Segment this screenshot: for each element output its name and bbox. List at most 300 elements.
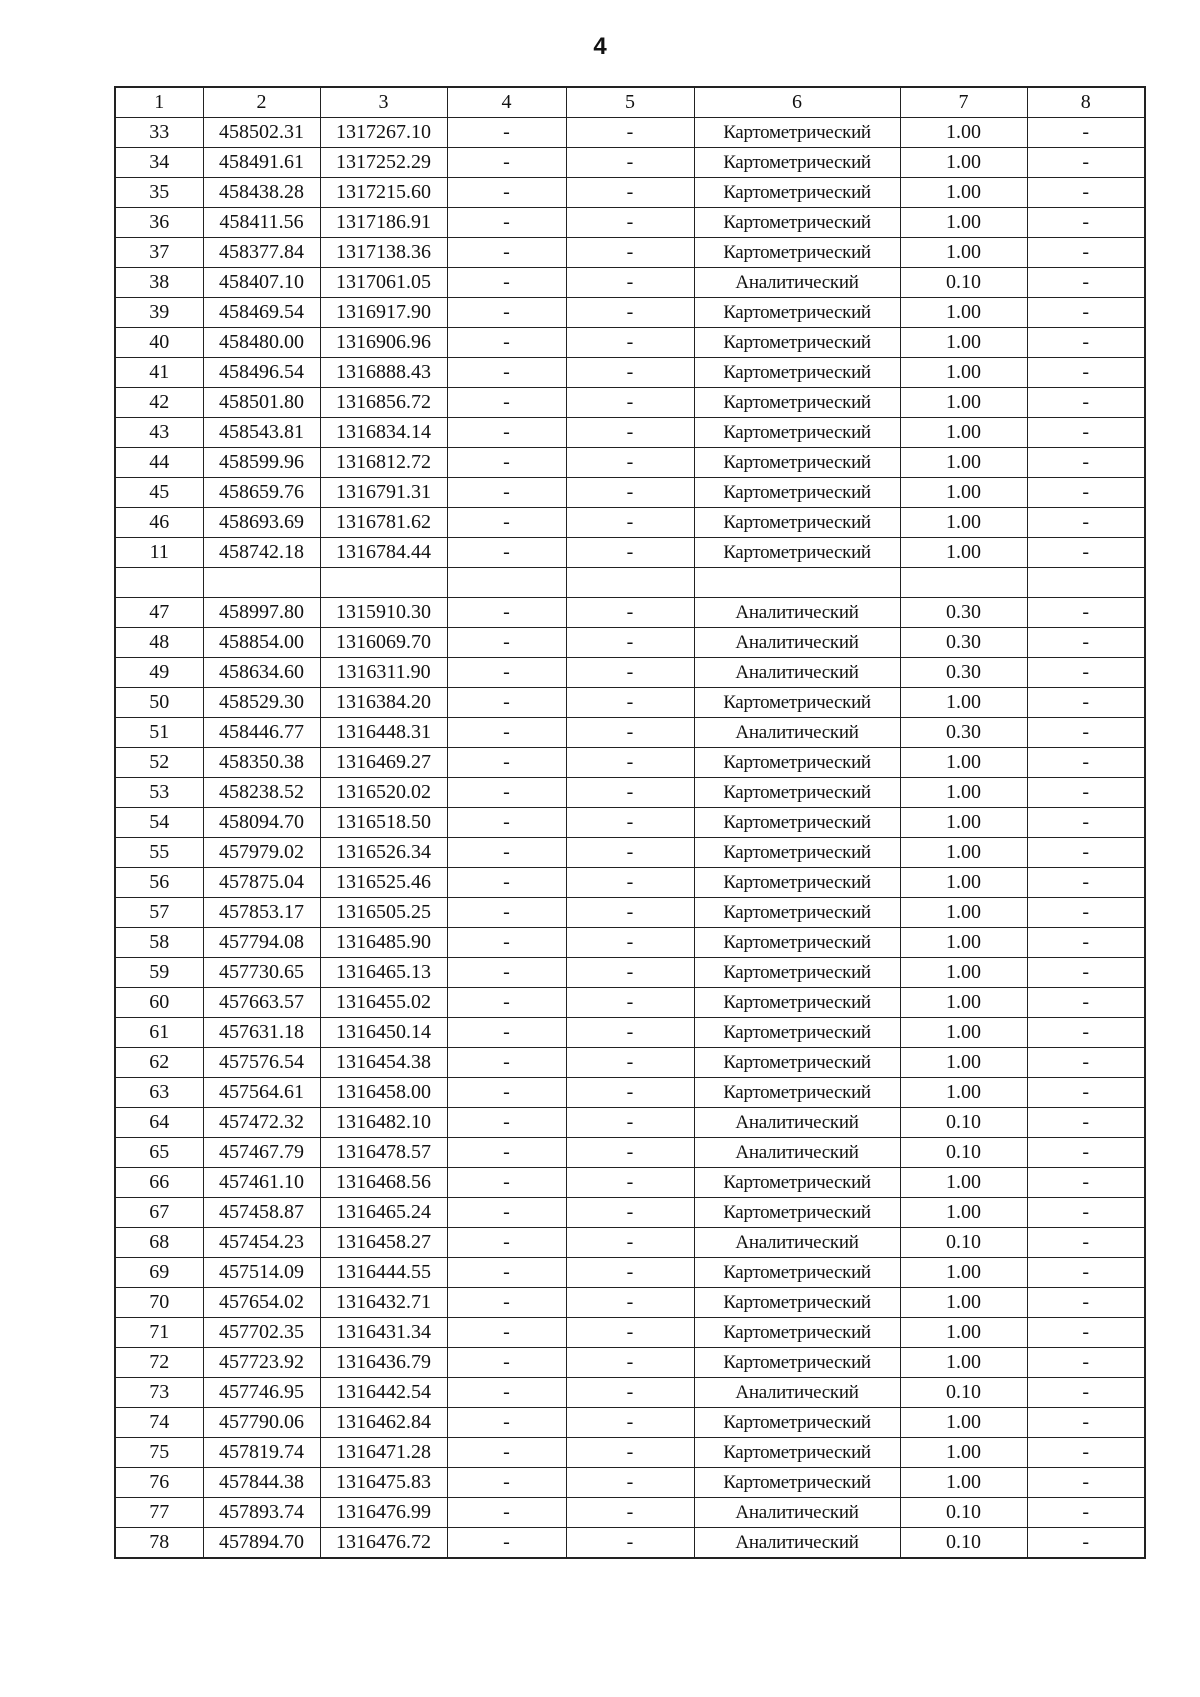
table-cell: - <box>1027 778 1145 808</box>
table-cell: 73 <box>115 1378 203 1408</box>
table-cell: - <box>447 358 566 388</box>
table-cell: - <box>447 1048 566 1078</box>
table-cell: - <box>566 598 694 628</box>
table-row <box>115 1378 1145 1408</box>
table-cell: Аналитический <box>694 268 900 298</box>
table-cell: 1.00 <box>900 928 1027 958</box>
table-cell: Картометрический <box>694 988 900 1018</box>
table-cell: 1316442.54 <box>320 1378 447 1408</box>
table-cell: - <box>447 928 566 958</box>
table-header-row <box>115 87 1145 118</box>
table-cell: 457790.06 <box>203 1408 320 1438</box>
table-cell: - <box>447 298 566 328</box>
table-cell: - <box>1027 1528 1145 1559</box>
table-cell: Картометрический <box>694 1198 900 1228</box>
table-cell: - <box>566 1378 694 1408</box>
table-cell: 64 <box>115 1108 203 1138</box>
table-cell: 457746.95 <box>203 1378 320 1408</box>
table-cell: 0.10 <box>900 1228 1027 1258</box>
table-cell: 72 <box>115 1348 203 1378</box>
table-cell: 458446.77 <box>203 718 320 748</box>
table-cell: Картометрический <box>694 1348 900 1378</box>
table-cell: - <box>1027 388 1145 418</box>
table-cell: - <box>566 838 694 868</box>
table-cell: 1316454.38 <box>320 1048 447 1078</box>
table-cell: 0.10 <box>900 268 1027 298</box>
table-cell: 1316791.31 <box>320 478 447 508</box>
table-cell: 458411.56 <box>203 208 320 238</box>
table-row <box>115 1498 1145 1528</box>
table-cell: 1316450.14 <box>320 1018 447 1048</box>
table-cell: - <box>566 1318 694 1348</box>
table-cell: 458480.00 <box>203 328 320 358</box>
table-cell: 458377.84 <box>203 238 320 268</box>
table-cell: - <box>1027 1048 1145 1078</box>
table-row <box>115 178 1145 208</box>
table-cell: Аналитический <box>694 598 900 628</box>
column-header: 1 <box>115 87 203 118</box>
table-cell: Картометрический <box>694 898 900 928</box>
table-cell: 60 <box>115 988 203 1018</box>
table-row <box>115 418 1145 448</box>
table-cell: 70 <box>115 1288 203 1318</box>
table-cell <box>320 568 447 598</box>
table-cell: - <box>1027 1498 1145 1528</box>
table-cell: Картометрический <box>694 358 900 388</box>
table-cell: 1.00 <box>900 778 1027 808</box>
table-cell: 458997.80 <box>203 598 320 628</box>
table-cell: - <box>566 1198 694 1228</box>
table-cell: 1316476.72 <box>320 1528 447 1559</box>
table-cell: - <box>566 658 694 688</box>
table-cell: 457663.57 <box>203 988 320 1018</box>
table-cell: - <box>1027 598 1145 628</box>
table-cell: - <box>566 1408 694 1438</box>
table-cell: - <box>1027 808 1145 838</box>
table-cell: - <box>1027 748 1145 778</box>
table-cell: Аналитический <box>694 1528 900 1559</box>
table-cell: 1316784.44 <box>320 538 447 568</box>
table-cell: - <box>447 808 566 838</box>
table-cell: 51 <box>115 718 203 748</box>
table-cell: 46 <box>115 508 203 538</box>
table-cell: 1.00 <box>900 178 1027 208</box>
table-cell: - <box>1027 1348 1145 1378</box>
column-header: 6 <box>694 87 900 118</box>
table-cell <box>115 568 203 598</box>
table-cell: - <box>447 628 566 658</box>
table-cell: 53 <box>115 778 203 808</box>
table-row <box>115 1018 1145 1048</box>
table-row <box>115 1048 1145 1078</box>
table-cell: 1316468.56 <box>320 1168 447 1198</box>
table-cell: 457454.23 <box>203 1228 320 1258</box>
table-cell: Картометрический <box>694 838 900 868</box>
table-cell: 0.10 <box>900 1138 1027 1168</box>
column-header: 4 <box>447 87 566 118</box>
table-cell: - <box>1027 448 1145 478</box>
table-cell: 458438.28 <box>203 178 320 208</box>
table-cell: 1.00 <box>900 388 1027 418</box>
table-cell: Картометрический <box>694 478 900 508</box>
table-cell: 457702.35 <box>203 1318 320 1348</box>
table-cell: 458634.60 <box>203 658 320 688</box>
column-header: 8 <box>1027 87 1145 118</box>
table-cell: 1316462.84 <box>320 1408 447 1438</box>
table-cell: 1316455.02 <box>320 988 447 1018</box>
table-cell: 457467.79 <box>203 1138 320 1168</box>
table-cell: 1.00 <box>900 508 1027 538</box>
table-cell: - <box>447 328 566 358</box>
table-cell: Картометрический <box>694 388 900 418</box>
table-cell: 457893.74 <box>203 1498 320 1528</box>
table-cell: 1.00 <box>900 1348 1027 1378</box>
table-cell: - <box>447 508 566 538</box>
table-cell: - <box>566 1138 694 1168</box>
table-cell: 58 <box>115 928 203 958</box>
table-cell: Картометрический <box>694 1168 900 1198</box>
table-cell: - <box>1027 1438 1145 1468</box>
table-cell: - <box>447 898 566 928</box>
table-cell: - <box>1027 418 1145 448</box>
table-cell: 71 <box>115 1318 203 1348</box>
table-cell: - <box>1027 958 1145 988</box>
table-cell: - <box>566 238 694 268</box>
table-row <box>115 508 1145 538</box>
table-row <box>115 478 1145 508</box>
table-cell: - <box>447 148 566 178</box>
table-cell: 1.00 <box>900 1078 1027 1108</box>
table-cell: 1.00 <box>900 868 1027 898</box>
table-cell: 0.30 <box>900 628 1027 658</box>
table-cell: 458491.61 <box>203 148 320 178</box>
table-cell: 33 <box>115 118 203 148</box>
table-cell: Картометрический <box>694 508 900 538</box>
table-cell: 1.00 <box>900 478 1027 508</box>
table-cell: 69 <box>115 1258 203 1288</box>
table-cell: - <box>447 1438 566 1468</box>
table-cell: - <box>447 1288 566 1318</box>
table-cell: 1316444.55 <box>320 1258 447 1288</box>
table-row <box>115 1168 1145 1198</box>
table-cell: - <box>447 418 566 448</box>
coordinates-table <box>114 86 1146 1559</box>
table-cell: Картометрический <box>694 958 900 988</box>
table-cell: 457844.38 <box>203 1468 320 1498</box>
table-cell: 1.00 <box>900 208 1027 238</box>
table-cell: - <box>447 1018 566 1048</box>
table-cell: 1.00 <box>900 1198 1027 1228</box>
table-cell: - <box>447 718 566 748</box>
table-cell: - <box>447 1168 566 1198</box>
table-cell: 0.30 <box>900 658 1027 688</box>
table-cell: 56 <box>115 868 203 898</box>
table-cell: 1.00 <box>900 328 1027 358</box>
table-cell: - <box>1027 478 1145 508</box>
table-cell: Картометрический <box>694 148 900 178</box>
table-row <box>115 388 1145 418</box>
table-row <box>115 988 1145 1018</box>
table-cell: - <box>566 1078 694 1108</box>
table-cell: 1316856.72 <box>320 388 447 418</box>
table-cell: 1.00 <box>900 748 1027 778</box>
table-cell: Картометрический <box>694 868 900 898</box>
table-cell: Картометрический <box>694 1078 900 1108</box>
table-cell: 457458.87 <box>203 1198 320 1228</box>
table-row <box>115 598 1145 628</box>
table-cell: 0.10 <box>900 1108 1027 1138</box>
table-cell: 1.00 <box>900 1258 1027 1288</box>
table-cell: 0.10 <box>900 1528 1027 1559</box>
table-cell: Картометрический <box>694 418 900 448</box>
table-cell: - <box>447 658 566 688</box>
table-cell: 0.10 <box>900 1498 1027 1528</box>
table-cell: 1316834.14 <box>320 418 447 448</box>
table-cell: 458854.00 <box>203 628 320 658</box>
table-cell: 11 <box>115 538 203 568</box>
table-cell: 1.00 <box>900 1168 1027 1198</box>
table-cell: 47 <box>115 598 203 628</box>
table-cell: Картометрический <box>694 298 900 328</box>
table-cell: - <box>447 1528 566 1559</box>
table-cell: 52 <box>115 748 203 778</box>
table-cell: - <box>566 1348 694 1378</box>
column-header: 5 <box>566 87 694 118</box>
table-cell: - <box>566 358 694 388</box>
table-row <box>115 238 1145 268</box>
table-cell: - <box>447 958 566 988</box>
table-cell: 74 <box>115 1408 203 1438</box>
table-cell: 49 <box>115 658 203 688</box>
table-cell: - <box>447 268 566 298</box>
table-cell: 457564.61 <box>203 1078 320 1108</box>
table-cell: 1316465.13 <box>320 958 447 988</box>
table-cell: Аналитический <box>694 658 900 688</box>
table-cell: 78 <box>115 1528 203 1559</box>
table-cell: - <box>566 748 694 778</box>
table-cell: Картометрический <box>694 1438 900 1468</box>
table-cell: - <box>1027 208 1145 238</box>
table-cell: Картометрический <box>694 688 900 718</box>
table-cell: - <box>1027 298 1145 328</box>
table-row <box>115 538 1145 568</box>
table-cell: - <box>566 1438 694 1468</box>
table-cell: 1316471.28 <box>320 1438 447 1468</box>
table-cell: - <box>1027 688 1145 718</box>
table-row <box>115 1108 1145 1138</box>
table-cell: 1.00 <box>900 118 1027 148</box>
table-cell: 1316475.83 <box>320 1468 447 1498</box>
table-cell: 1316469.27 <box>320 748 447 778</box>
table-cell: Картометрический <box>694 748 900 778</box>
table-cell: 1316781.62 <box>320 508 447 538</box>
table-cell: - <box>566 388 694 418</box>
page-number: 4 <box>593 33 607 60</box>
table-cell <box>447 568 566 598</box>
table-cell: - <box>1027 118 1145 148</box>
table-cell: 458543.81 <box>203 418 320 448</box>
table-cell: 457853.17 <box>203 898 320 928</box>
table-cell: 457654.02 <box>203 1288 320 1318</box>
table-cell: 1.00 <box>900 808 1027 838</box>
table-cell: 62 <box>115 1048 203 1078</box>
table-cell: Аналитический <box>694 1498 900 1528</box>
table-cell: - <box>566 778 694 808</box>
table-cell: 68 <box>115 1228 203 1258</box>
table-cell: 1316505.25 <box>320 898 447 928</box>
table-cell: Картометрический <box>694 1048 900 1078</box>
table-cell: Картометрический <box>694 808 900 838</box>
table-cell: - <box>447 688 566 718</box>
table-cell: - <box>447 1078 566 1108</box>
table-cell: - <box>566 868 694 898</box>
table-cell: 457819.74 <box>203 1438 320 1468</box>
table-cell <box>694 568 900 598</box>
table-row <box>115 298 1145 328</box>
table-cell: 457794.08 <box>203 928 320 958</box>
table-cell: Картометрический <box>694 118 900 148</box>
table-cell: 458659.76 <box>203 478 320 508</box>
table-cell: 457514.09 <box>203 1258 320 1288</box>
table-cell: - <box>566 448 694 478</box>
table-cell: 1.00 <box>900 448 1027 478</box>
table-cell: - <box>1027 628 1145 658</box>
table-cell: 55 <box>115 838 203 868</box>
table-cell: 458094.70 <box>203 808 320 838</box>
table-cell: - <box>566 478 694 508</box>
table-cell: 1.00 <box>900 1408 1027 1438</box>
table-cell: 41 <box>115 358 203 388</box>
table-cell: 1316465.24 <box>320 1198 447 1228</box>
table-cell <box>1027 568 1145 598</box>
table-cell: Картометрический <box>694 1018 900 1048</box>
table-row <box>115 958 1145 988</box>
table-cell: 34 <box>115 148 203 178</box>
table-cell: - <box>566 1108 694 1138</box>
table-cell: - <box>566 508 694 538</box>
table-row <box>115 808 1145 838</box>
table-cell: - <box>447 988 566 1018</box>
table-cell: 1317252.29 <box>320 148 447 178</box>
table-cell: 1316478.57 <box>320 1138 447 1168</box>
table-cell: - <box>447 1348 566 1378</box>
table-cell: - <box>566 298 694 328</box>
table-cell: - <box>566 1228 694 1258</box>
table-cell: 0.30 <box>900 598 1027 628</box>
table-cell: 1.00 <box>900 1438 1027 1468</box>
table-cell: 0.10 <box>900 1378 1027 1408</box>
table-cell: 1317267.10 <box>320 118 447 148</box>
table-cell: 1.00 <box>900 1318 1027 1348</box>
table-cell: - <box>566 688 694 718</box>
table-cell: - <box>1027 1168 1145 1198</box>
table-cell: 457979.02 <box>203 838 320 868</box>
table-cell: 457894.70 <box>203 1528 320 1559</box>
table-cell: 1316384.20 <box>320 688 447 718</box>
table-cell: 1.00 <box>900 1048 1027 1078</box>
table-cell: 0.30 <box>900 718 1027 748</box>
table-cell: - <box>566 628 694 658</box>
table-cell: Картометрический <box>694 178 900 208</box>
table-cell: 61 <box>115 1018 203 1048</box>
table-cell: Аналитический <box>694 1228 900 1258</box>
table-row <box>115 1438 1145 1468</box>
table-cell: - <box>447 1378 566 1408</box>
table-cell: Картометрический <box>694 208 900 238</box>
table-cell: 458238.52 <box>203 778 320 808</box>
table-row <box>115 268 1145 298</box>
table-cell: - <box>566 538 694 568</box>
table-cell: - <box>1027 988 1145 1018</box>
table-row <box>115 838 1145 868</box>
table-cell: 458350.38 <box>203 748 320 778</box>
table-cell: - <box>1027 928 1145 958</box>
table-cell: 43 <box>115 418 203 448</box>
table-row <box>115 688 1145 718</box>
table-cell: 59 <box>115 958 203 988</box>
table-cell: 1316458.00 <box>320 1078 447 1108</box>
table-cell: 75 <box>115 1438 203 1468</box>
table-cell: 458599.96 <box>203 448 320 478</box>
table-cell: - <box>1027 1468 1145 1498</box>
table-cell: 1.00 <box>900 538 1027 568</box>
table-cell: 1316448.31 <box>320 718 447 748</box>
table-cell: 457631.18 <box>203 1018 320 1048</box>
table-cell: 1317215.60 <box>320 178 447 208</box>
table-cell: 1316432.71 <box>320 1288 447 1318</box>
table-cell: 1316482.10 <box>320 1108 447 1138</box>
table-cell: - <box>1027 538 1145 568</box>
table-cell: - <box>1027 148 1145 178</box>
table-cell: 35 <box>115 178 203 208</box>
table-cell: 38 <box>115 268 203 298</box>
table-cell: - <box>566 1018 694 1048</box>
table-cell: 1.00 <box>900 988 1027 1018</box>
table-cell: 1317138.36 <box>320 238 447 268</box>
table-cell: - <box>1027 658 1145 688</box>
table-cell: - <box>1027 508 1145 538</box>
table-cell: 1.00 <box>900 688 1027 718</box>
table-cell: 45 <box>115 478 203 508</box>
table-row <box>115 898 1145 928</box>
table-cell: 36 <box>115 208 203 238</box>
table-cell: - <box>566 928 694 958</box>
table-cell: - <box>447 1468 566 1498</box>
table-cell: 42 <box>115 388 203 418</box>
column-header: 3 <box>320 87 447 118</box>
table-cell: - <box>447 478 566 508</box>
table-cell: 44 <box>115 448 203 478</box>
table-cell: - <box>1027 1408 1145 1438</box>
table-cell: 458502.31 <box>203 118 320 148</box>
table-cell: 1316906.96 <box>320 328 447 358</box>
column-header: 2 <box>203 87 320 118</box>
table-cell: 458693.69 <box>203 508 320 538</box>
table-row <box>115 1198 1145 1228</box>
table-cell: - <box>1027 1258 1145 1288</box>
table-cell: 1316436.79 <box>320 1348 447 1378</box>
table-row <box>115 778 1145 808</box>
table-cell: Картометрический <box>694 448 900 478</box>
table-cell: 39 <box>115 298 203 328</box>
table-row <box>115 1138 1145 1168</box>
table-cell: 77 <box>115 1498 203 1528</box>
table-cell: Картометрический <box>694 1318 900 1348</box>
table-cell: 54 <box>115 808 203 838</box>
table-cell: - <box>447 448 566 478</box>
table-cell: 1.00 <box>900 298 1027 328</box>
table-row <box>115 868 1145 898</box>
